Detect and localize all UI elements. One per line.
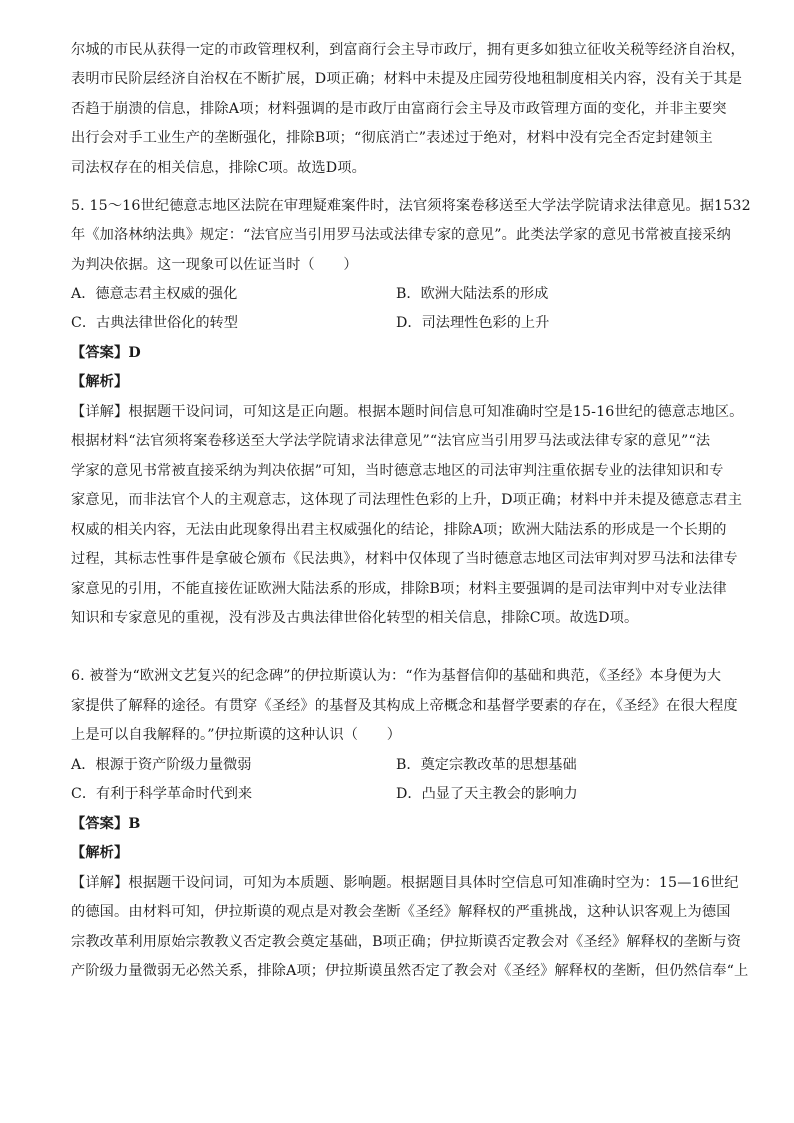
- question-5-option-d: D．司法理性色彩的上升: [396, 315, 550, 331]
- question-6-detail: 的德国。由材料可知，伊拉斯谟的观点是对教会垄断《圣经》解释权的严重挑战，这种认识客观上为德国: [71, 904, 731, 920]
- question-6-stem: 上是可以自我解释的。”伊拉斯谟的这种认识（ ）: [71, 727, 402, 743]
- question-5-detail: 根据材料“法官须将案卷移送至大学法学院请求法律意见”“法官应当引用罗马法或法律专家的意见”“法: [71, 433, 711, 449]
- question-6-option-d: D．凸显了天主教会的影响力: [396, 786, 578, 802]
- question-5-option-c: C．古典法律世俗化的转型: [71, 315, 238, 331]
- question-5-stem: 年《加洛林纳法典》规定：“法官应当引用罗马法或法律专家的意见”。此类法学家的意见书常被直接采纳: [71, 227, 731, 243]
- question-6-detail: 【详解】根据题干设问词，可知为本质题、影响题。根据题目具体时空信息可知准确时空为：15—16世纪: [71, 875, 739, 891]
- question-6-answer: 【答案】B: [71, 816, 141, 832]
- question-5-option-b: B．欧洲大陆法系的形成: [396, 286, 549, 302]
- text-line: 表明市民阶层经济自治权在不断扩展，D项正确；材料中未提及庄园劳役地租制度相关内容，没有关于其是: [71, 71, 743, 87]
- question-6-stem: 家提供了解释的途径。有贯穿《圣经》的基督及其构成上帝概念和基督学要素的存在，《圣经》在很大程度: [71, 698, 738, 714]
- text-line: 尔城的市民从获得一定的市政管理权利，到富商行会主导市政厅，拥有更多如独立征收关税等经济自治权，: [71, 42, 745, 58]
- question-5-detail: 【详解】根据题干设问词，可知这是正向题。根据本题时间信息可知准确时空是15-16世纪的德意志地区。: [71, 404, 744, 420]
- question-6-detail: 产阶级力量微弱无必然关系，排除A项；伊拉斯谟虽然否定了教会对《圣经》解释权的垄断，但仍然信奉“上: [71, 963, 749, 979]
- question-5-detail: 家意见的引用，不能直接佐证欧洲大陆法系的形成，排除B项；材料主要强调的是司法审判中对专业法律: [71, 581, 727, 597]
- question-5-detail: 家意见，而非法官个人的主观意志，这体现了司法理性色彩的上升，D项正确；材料中并未提及德意志君主: [71, 492, 743, 508]
- question-5-detail: 权威的相关内容，无法由此现象得出君主权威强化的结论，排除A项；欧洲大陆法系的形成是一个长期的: [71, 522, 727, 538]
- question-6-option-c: C．有利于科学革命时代到来: [71, 786, 253, 802]
- question-5-stem: 为判决依据。这一现象可以佐证当时（ ）: [71, 257, 358, 273]
- question-6-option-a: A．根源于资产阶级力量微弱: [71, 757, 252, 773]
- question-5-detail: 学家的意见书常被直接采纳为判决依据”可知，当时德意志地区的司法审判注重依据专业的法律知识和专: [71, 463, 724, 479]
- question-5-detail: 过程，其标志性事件是拿破仑颁布《民法典》，材料中仅体现了当时德意志地区司法审判对罗马法和法律专: [71, 551, 738, 567]
- text-line: 司法权存在的相关信息，排除C项。故选D项。: [71, 160, 366, 176]
- question-6-stem: 6. 被誉为“欧洲文艺复兴的纪念碑”的伊拉斯谟认为：“作为基督信仰的基础和典范，《圣经》本身便为大: [71, 668, 722, 684]
- question-5-detail: 知识和专家意见的重视，没有涉及古典法律世俗化转型的相关信息，排除C项。故选D项。: [71, 610, 639, 626]
- question-5-option-a: A．德意志君主权威的强化: [71, 286, 238, 302]
- question-6-detail: 宗教改革利用原始宗教教义否定教会奠定基础，B项正确；伊拉斯谟否定教会对《圣经》解释权的垄断与资: [71, 934, 742, 950]
- question-5-stem: 5. 15～16世纪德意志地区法院在审理疑难案件时，法官须将案卷移送至大学法学院请求法律意见。据1532: [71, 198, 751, 214]
- question-6-analysis-heading: 【解析】: [71, 845, 129, 861]
- question-6-option-b: B．奠定宗教改革的思想基础: [396, 757, 577, 773]
- question-5-analysis-heading: 【解析】: [71, 374, 129, 390]
- question-5-answer: 【答案】D: [71, 345, 141, 361]
- text-line: 否趋于崩溃的信息，排除A项；材料强调的是市政厅由富商行会主导及市政管理方面的变化，并非主要突: [71, 101, 727, 117]
- text-line: 出行会对手工业生产的垄断强化，排除B项；“彻底消亡”表述过于绝对，材料中没有完全否定封建领主: [71, 130, 713, 146]
